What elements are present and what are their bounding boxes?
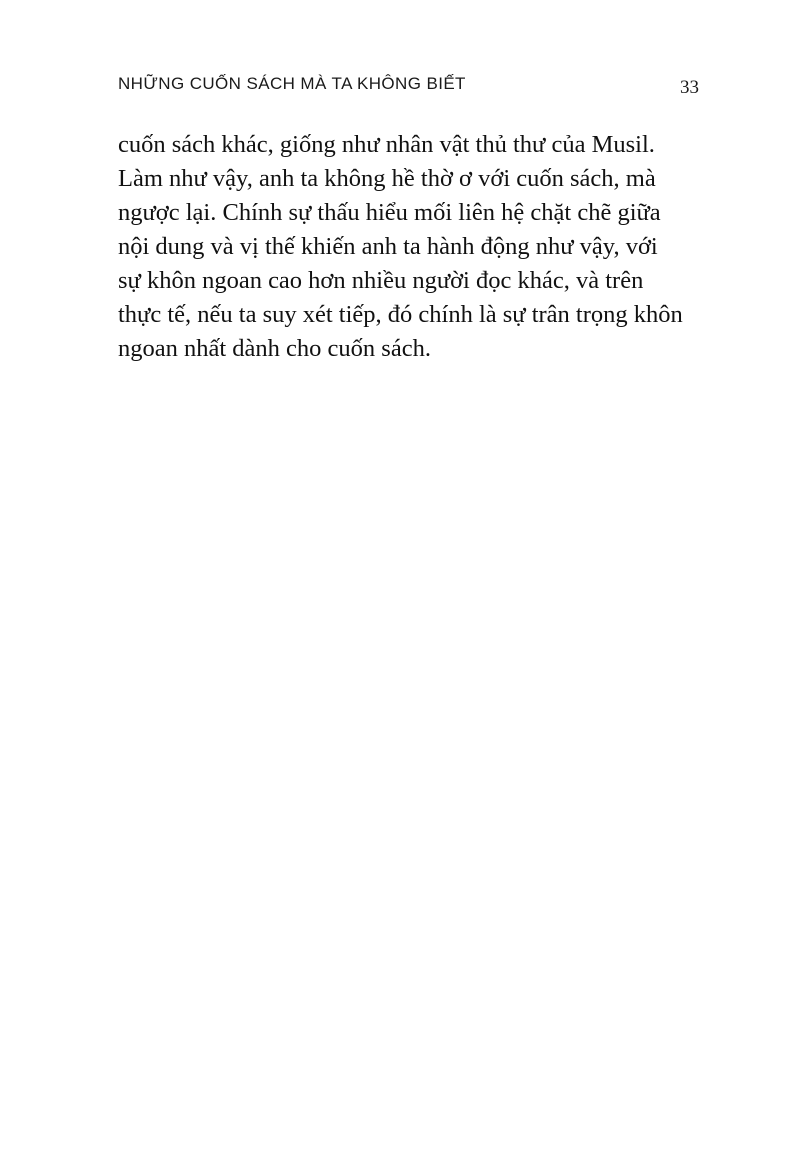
running-title: NHỮNG CUỐN SÁCH MÀ TA KHÔNG BIẾT bbox=[118, 74, 466, 93]
page-number: 33 bbox=[680, 77, 699, 98]
text-line: ngoan nhất dành cho cuốn sách. bbox=[118, 335, 431, 362]
text-line: thực tế, nếu ta suy xét tiếp, đó chính là sự trân trọng khôn bbox=[118, 301, 683, 328]
text-line: sự khôn ngoan cao hơn nhiều người đọc khác, và trên bbox=[118, 267, 644, 294]
text-line: Làm như vậy, anh ta không hề thờ ơ với cuốn sách, mà bbox=[118, 165, 656, 192]
text-line: nội dung và vị thế khiến anh ta hành động như vậy, với bbox=[118, 233, 658, 260]
running-header bbox=[118, 72, 703, 102]
text-line: cuốn sách khác, giống như nhân vật thủ thư của Musil. bbox=[118, 131, 655, 158]
text-line: ngược lại. Chính sự thấu hiểu mối liên hệ chặt chẽ giữa bbox=[118, 199, 661, 226]
body-paragraph bbox=[118, 128, 718, 366]
